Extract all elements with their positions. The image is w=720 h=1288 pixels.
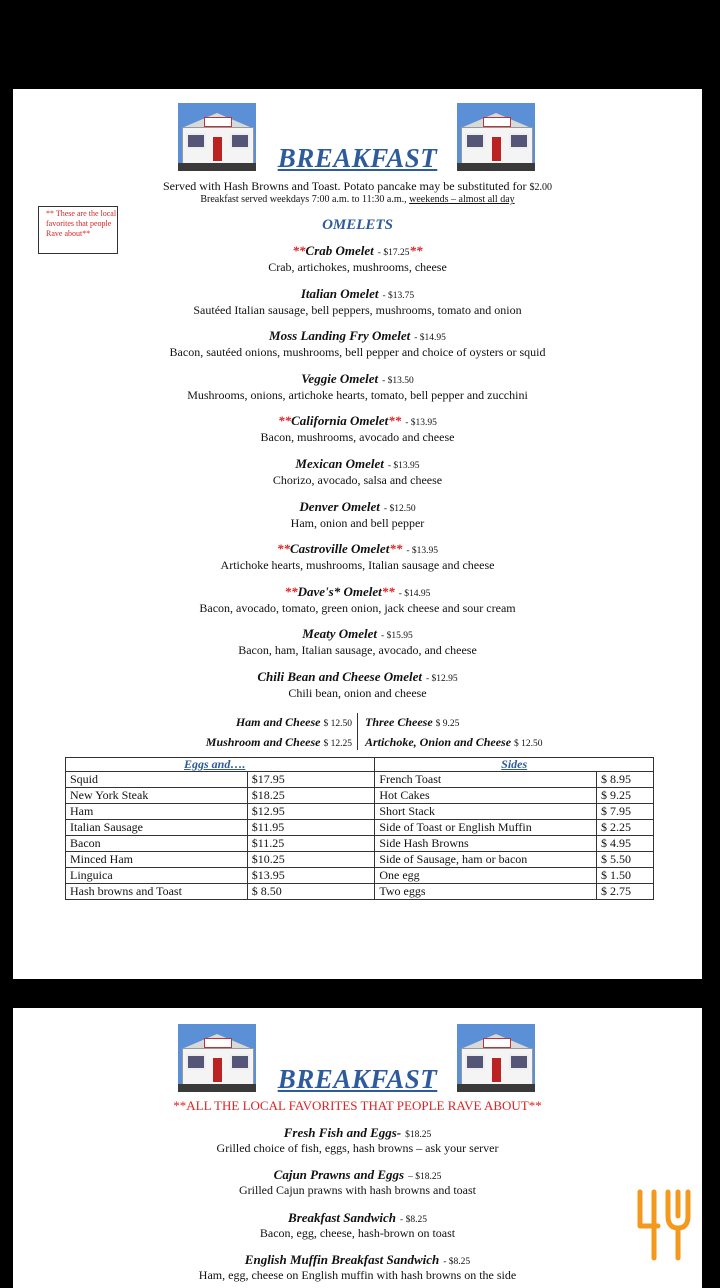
favorite-item: Cajun Prawns and Eggs – $18.25: [273, 1167, 442, 1183]
table-cell-egg-price: $10.25: [247, 852, 375, 868]
omelet-description: Ham, onion and bell pepper: [290, 515, 425, 530]
table-row: [66, 884, 654, 900]
sides-heading: Sides: [375, 758, 654, 772]
omelet-item: Meaty Omelet - $15.95: [302, 626, 413, 642]
table-cell-side: Hot Cakes: [375, 788, 597, 804]
table-cell-egg-price: $11.25: [247, 836, 375, 852]
table-cell-egg: Linguica: [66, 868, 248, 884]
table-cell-egg: Minced Ham: [66, 852, 248, 868]
combo-mushroom-cheese: Mushroom and Cheese $ 12.25: [205, 735, 352, 749]
combo-ham-cheese: Ham and Cheese $ 12.50: [235, 715, 352, 729]
table-cell-egg: Hash browns and Toast: [66, 884, 248, 900]
omelet-item: **California Omelet** - $13.95: [278, 413, 437, 429]
table-row: [66, 852, 654, 868]
favorite-description: Bacon, egg, cheese, hash-brown on toast: [259, 1225, 456, 1240]
favorites-note: ** These are the local favorites that people Rave about**: [38, 206, 118, 254]
table-row: [66, 788, 654, 804]
favorites-banner: **ALL THE LOCAL FAVORITES THAT PEOPLE RAVE ABOUT**: [173, 1098, 542, 1113]
omelet-item: Denver Omelet - $12.50: [299, 498, 416, 514]
table-cell-side: Two eggs: [375, 884, 597, 900]
omelet-description: Sautéed Italian sausage, bell peppers, mushrooms, tomato and onion: [193, 302, 522, 317]
omelet-item: **Castroville Omelet** - $13.95: [277, 541, 438, 557]
table-row: [66, 836, 654, 852]
table-cell-side-price: $ 9.25: [597, 788, 654, 804]
favorite-item: Fresh Fish and Eggs- $18.25: [283, 1125, 432, 1140]
table-cell-egg-price: $12.95: [247, 804, 375, 820]
served-with-note: Served with Hash Browns and Toast. Potato pancake may be substituted for $2.00: [162, 179, 553, 193]
page-title: BREAKFAST: [277, 143, 438, 173]
table-row: [66, 868, 654, 884]
omelet-description: Bacon, sautéed onions, mushrooms, bell pepper and choice of oysters or squid: [169, 345, 546, 360]
table-cell-side-price: $ 1.50: [597, 868, 654, 884]
combo-three-cheese: Three Cheese $ 9.25: [365, 715, 460, 729]
eggs-sides-table: [65, 757, 654, 900]
table-cell-side: French Toast: [375, 772, 597, 788]
page-title-2: BREAKFAST: [277, 1064, 438, 1094]
omelet-item: **Dave's* Omelet** - $14.95: [284, 583, 431, 599]
omelet-description: Crab, artichokes, mushrooms, cheese: [268, 260, 447, 274]
favorite-item: Breakfast Sandwich - $8.25: [288, 1209, 427, 1225]
favorite-description: Grilled choice of fish, eggs, hash browns – ask your server: [216, 1141, 499, 1155]
omelet-item: Moss Landing Fry Omelet - $14.95: [269, 328, 446, 344]
favorite-description: Grilled Cajun prawns with hash browns and toast: [239, 1183, 476, 1198]
table-cell-egg-price: $11.95: [247, 820, 375, 836]
table-cell-side-price: $ 2.75: [597, 884, 654, 900]
table-cell-egg: Italian Sausage: [66, 820, 248, 836]
table-cell-side: Side of Sausage, ham or bacon: [375, 852, 597, 868]
table-cell-egg: Bacon: [66, 836, 248, 852]
omelet-description: Chili bean, onion and cheese: [288, 686, 427, 700]
favorite-description: Ham, egg, cheese on English muffin with hash browns on the side: [198, 1268, 517, 1283]
table-cell-side: Side of Toast or English Muffin: [375, 820, 597, 836]
table-cell-egg-price: $17.95: [247, 772, 375, 788]
hours-note: Breakfast served weekdays 7:00 a.m. to 11:30 a.m., weekends – almost all day: [200, 194, 515, 205]
menu-page-2: [13, 1008, 702, 1288]
omelet-description: Chorizo, avocado, salsa and cheese: [272, 473, 443, 487]
table-cell-egg-price: $ 8.50: [247, 884, 375, 900]
omelet-item: Veggie Omelet - $13.50: [301, 370, 414, 386]
table-cell-side-price: $ 2.25: [597, 820, 654, 836]
omelet-item: Italian Omelet - $13.75: [300, 285, 415, 301]
table-cell-side-price: $ 5.50: [597, 852, 654, 868]
table-cell-egg: New York Steak: [66, 788, 248, 804]
omelet-description: Bacon, ham, Italian sausage, avocado, and cheese: [238, 643, 477, 658]
omelet-description: Bacon, mushrooms, avocado and cheese: [260, 430, 455, 445]
restaurant-guru-logo-icon[interactable]: [634, 1186, 698, 1266]
omelet-description: Artichoke hearts, mushrooms, Italian sausage and cheese: [220, 558, 495, 573]
omelet-description: Mushrooms, onions, artichoke hearts, tomato, bell pepper and zucchini: [187, 387, 528, 402]
omelets-heading: OMELETS: [322, 217, 393, 233]
table-cell-side-price: $ 4.95: [597, 836, 654, 852]
table-cell-side: Short Stack: [375, 804, 597, 820]
favorite-item: English Muffin Breakfast Sandwich - $8.25: [244, 1252, 471, 1268]
table-cell-side-price: $ 8.95: [597, 772, 654, 788]
combo-artichoke-onion-cheese: Artichoke, Onion and Cheese $ 12.50: [365, 735, 543, 749]
omelet-item: **Crab Omelet - $17.25**: [292, 243, 423, 258]
table-cell-side: Side Hash Browns: [375, 836, 597, 852]
omelet-item: Chili Bean and Cheese Omelet - $12.95: [257, 669, 458, 684]
table-cell-egg: Squid: [66, 772, 248, 788]
table-cell-side-price: $ 7.95: [597, 804, 654, 820]
omelet-description: Bacon, avocado, tomato, green onion, jack cheese and sour cream: [199, 600, 516, 615]
eggs-heading: Eggs and….: [66, 758, 375, 772]
omelet-item: Mexican Omelet - $13.95: [295, 456, 420, 471]
table-row: [66, 820, 654, 836]
table-cell-egg: Ham: [66, 804, 248, 820]
table-cell-side: One egg: [375, 868, 597, 884]
table-cell-egg-price: $13.95: [247, 868, 375, 884]
combo-divider: [357, 713, 358, 750]
menu-page-1: [13, 89, 702, 979]
table-cell-egg-price: $18.25: [247, 788, 375, 804]
table-row: [66, 772, 654, 788]
table-row: [66, 804, 654, 820]
